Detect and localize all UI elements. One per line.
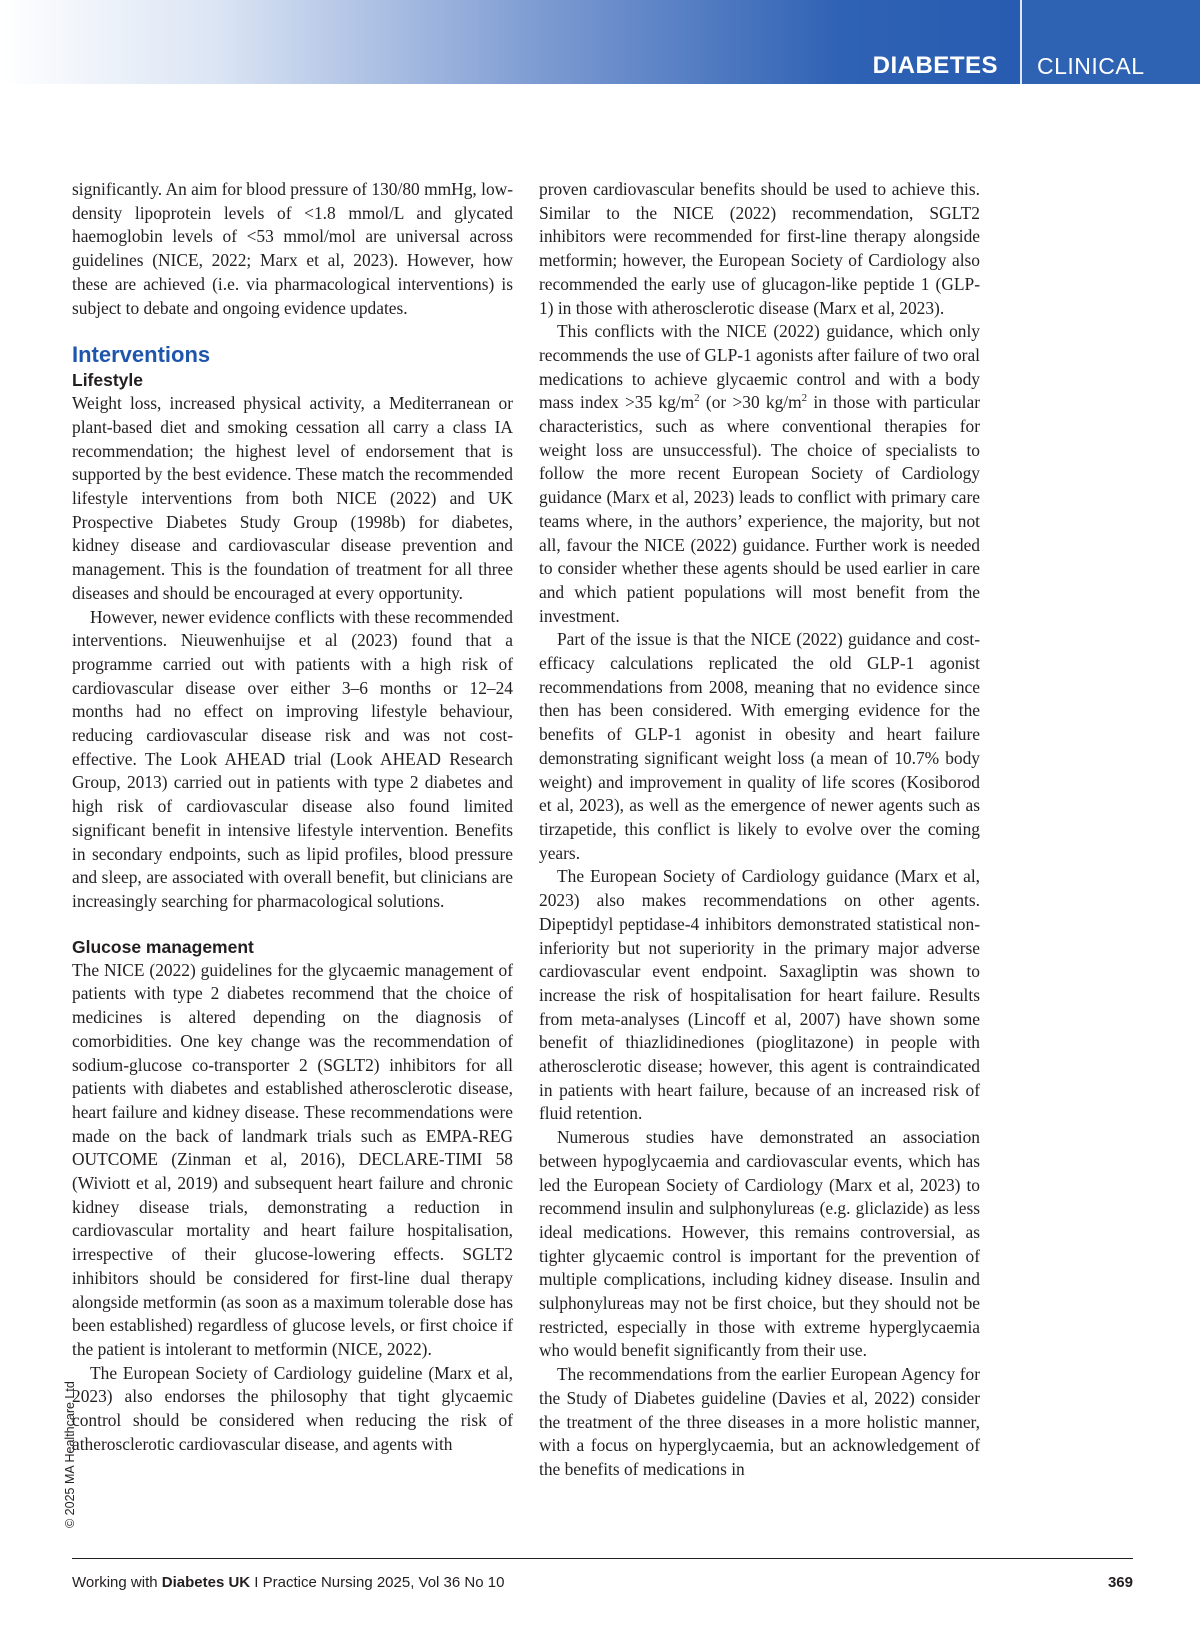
subheading-glucose-management: Glucose management [72,936,254,957]
section-label: CLINICAL [1037,53,1145,79]
paragraph: The recommendations from the earlier European Agency for the Study of Diabetes guideline (Davies et al, 2022) consider the treatment of the three diseases in a more holistic manner, with a focus on hyperglycaemia, but an acknowledgement of the benefits of medications in [539,1364,980,1479]
footer-journal: I Practice Nursing 2025, Vol 36 No 10 [250,1574,505,1591]
page-number: 369 [1107,1574,1133,1591]
copyright-notice: © 2025 MA Healthcare Ltd [63,1381,77,1528]
footer-rule [72,1558,1133,1559]
superscript: 2 [694,392,700,405]
paragraph: The NICE (2022) guidelines for the glycaemic management of patients with type 2 diabetes recommend that the choice of medicines is altered depending on the diagnosis of comorbidities. One key change was the recommendation of sodium-glucose co-transporter 2 (SGLT2) inhibitors for all patients with diabetes and established atherosclerotic disease, heart failure and kidney disease. These recommendations were made on the back of landmark trials such as EMPA-REG OUTCOME (Zinman et al, 2016), DECLARE-TIMI 58 (Wiviott et al, 2019) and subsequent heart failure and chronic kidney disease trials, demonstrating a reduction in cardiovascular mortality and heart failure hospitalisation, irrespective of their glucose-lowering effects. SGLT2 inhibitors should be considered for first-line dual therapy alongside metformin (as soon as a maximum tolerable dose has been established) regardless of glucose levels, or first choice if the patient is intolerant to metformin (NICE, 2022). [72,959,513,1359]
paragraph: Weight loss, increased physical activity, a Mediterranean or plant-based diet and smoking cessation all carry a class IA recommendation; the highest level of endorsement that is supported by the best evidence. These match the recommended lifestyle interventions from both NICE (2022) and UK Prospective Diabetes Study Group (1998b) for diabetes, kidney disease and cardiovascular disease prevention and management. This is the foundation of treatment for all three diseases and should be encouraged at every opportunity. [72,393,513,603]
footer-citation [72,1574,504,1591]
paragraph: Numerous studies have demonstrated an association between hypoglycaemia and cardiovascular events, which has led the European Society of Cardiology (Marx et al, 2023) to recommend insulin and sulphonylureas (e.g. gliclazide) as less ideal medications. However, this remains controversial, as tighter glycaemic control is important for the prevention of multiple complications, including kidney disease. Insulin and sulphonylureas may not be first choice, but they should not be restricted, especially in those with extreme hyperglycaemia who would benefit significantly from their use. [539,1127,980,1361]
text-run: in those with particular characteristics, such as where conventional therapies for weight loss are unsuccessful). The choice of specialists to follow the more recent European Society of Cardiology guidance (Marx et al, 2023) leads to conflict with primary care teams where, in the authors’ experience, the majority, but not all, favour the NICE (2022) guidance. Further work is needed to consider whether these agents should be used earlier in care and which patient populations will most benefit from the investment. [539,392,980,626]
paragraph [539,320,980,628]
paragraph: The European Society of Cardiology guidance (Marx et al, 2023) also makes recommendations on other agents. Dipeptidyl peptidase-4 inhibitors demonstrated statistical non-inferiority but not superiority in the primary major adverse cardiovascular event endpoint. Saxagliptin was shown to increase the risk of hospitalisation for heart failure. Results from meta-analyses (Lincoff et al, 2007) have shown some benefit of thiazlidinediones (pioglitazone) in people with atherosclerotic disease; however, this agent is contraindicated in patients with heart failure, because of an increased risk of fluid retention. [539,866,980,1124]
footer-org: Diabetes UK [161,1574,251,1591]
heading-interventions: Interventions [72,342,211,368]
subheading-lifestyle: Lifestyle [72,370,143,391]
paragraph: proven cardiovascular benefits should be used to achieve this. Similar to the NICE (2022) recommendation, SGLT2 inhibitors were recommended for first-line therapy alongside metformin; however, the European Society of Cardiology also recommended the early use of glucagon-like peptide 1 (GLP-1) in those with atherosclerotic disease (Marx et al, 2023). [539,179,980,318]
left-column [72,178,513,1456]
journal-brand: DIABETES [872,52,998,79]
paragraph: Part of the issue is that the NICE (2022) guidance and cost-efficacy calculations replicated the old GLP-1 agonist recommendations from 2008, meaning that no evidence since then has been considered. With emerging evidence for the benefits of GLP-1 agonist in obesity and heart failure demonstrating significant weight loss (a mean of 10.7% body weight) and improvement in quality of life scores (Kosiborod et al, 2023), as well as the emergence of newer agents such as tirzapetide, this conflict is likely to evolve over the coming years. [539,629,980,863]
header-band [0,0,1200,84]
paragraph: significantly. An aim for blood pressure of 130/80 mmHg, low-density lipoprotein levels of <1.8 mmol/L and glycated haemoglobin levels of <53 mmol/mol are universal across guidelines (NICE, 2022; Marx et al, 2023). However, how these are achieved (i.e. via pharmacological interventions) is subject to debate and ongoing evidence updates. [72,179,513,318]
text-run: (or >30 kg/m [699,392,802,413]
paragraph: However, newer evidence conflicts with these recommended interventions. Nieuwenhuijse et al (2023) found that a programme carried out with patients with a high risk of cardiovascular disease over either 3–6 months or 12–24 months had no effect on improving lifestyle behaviour, reducing cardiovascular disease risk and was not cost-effective. The Look AHEAD trial (Look AHEAD Research Group, 2013) carried out in patients with type 2 diabetes and high risk of cardiovascular disease also found limited significant benefit in intensive lifestyle intervention. Benefits in secondary endpoints, such as lipid profiles, blood pressure and sleep, are associated with overall benefit, but clinicians are increasingly searching for pharmacological solutions. [72,606,513,911]
paragraph: The European Society of Cardiology guideline (Marx et al, 2023) also endorses the philosophy that tight glycaemic control should be considered when reducing the risk of atherosclerotic cardiovascular disease, and agents with [72,1362,513,1454]
text-run: This conflicts with the NICE (2022) guidance, which only recommends the use of GLP-1 agonists after failure of two oral medications to achieve glycaemic control and with a body mass index >35 kg/m [539,321,980,413]
superscript: 2 [801,392,808,405]
footer-prefix: Working with [72,1574,162,1591]
right-column [539,178,980,1482]
